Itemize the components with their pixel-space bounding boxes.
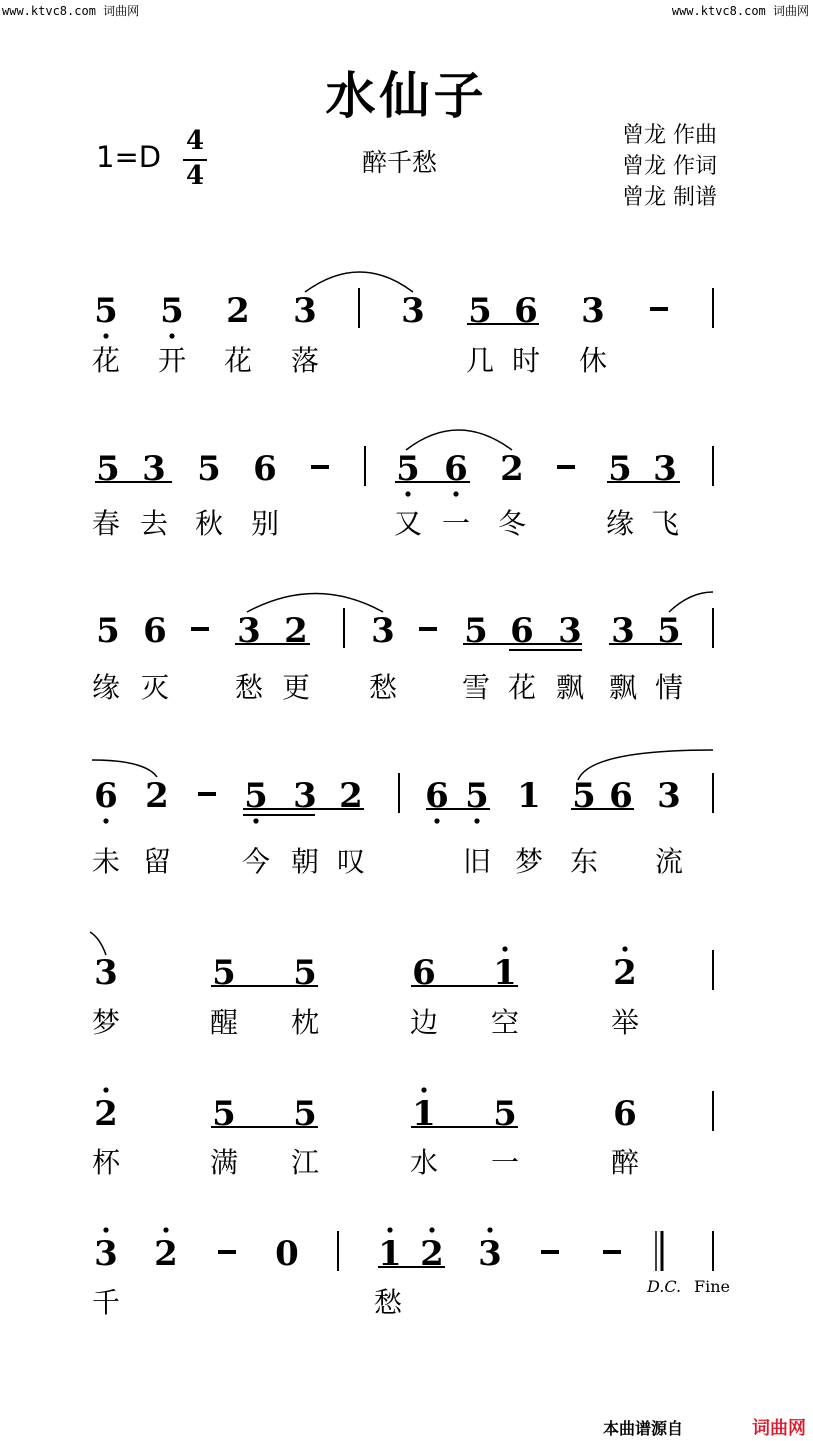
lyric-char: 雪 [461,671,491,704]
note: 3 [142,449,166,489]
note: 5 [160,291,184,331]
key-signature: 1=D [96,140,162,174]
credit-arranger: 曾龙 制谱 [622,185,717,210]
lyric-char: 醒 [209,1006,239,1039]
lyric-char: 朝 [290,845,320,878]
watermark-left: www.ktvc8.com 词曲网 [2,4,140,18]
credit-lyricist: 曾龙 作词 [622,154,717,179]
da-capo-mark: D.C. [647,1277,682,1296]
score-line-7 [92,1227,713,1319]
note: 3 [657,776,681,816]
lyric-char: 杯 [91,1146,121,1179]
lyric-char: 梦 [514,845,544,878]
slur [669,592,713,612]
note: 5 [293,1094,317,1134]
octave-dot-low [474,818,479,823]
lyric-char: 开 [157,344,187,377]
dash-mark [198,792,216,796]
lyric-char: 愁 [373,1286,403,1319]
note: 6 [253,449,277,489]
lyric-char: 缘 [605,507,635,540]
score-line-2 [92,446,713,540]
lyric-char: 情 [654,671,684,704]
note: 3 [401,291,425,331]
octave-dot-low [434,818,439,823]
note: 6 [412,953,436,993]
note: 2 [613,953,637,993]
note: 5 [468,291,492,331]
note: 5 [212,953,236,993]
fine-mark: Fine [694,1277,730,1296]
note: 5 [96,611,120,651]
score-line-3 [92,608,713,704]
lyric-char: 灭 [140,671,170,704]
note: 6 [143,611,167,651]
note: 3 [94,953,118,993]
lyric-char: 去 [139,507,169,540]
lyric-char: 秋 [194,507,224,540]
note: 1 [517,776,541,816]
octave-dot-high [502,946,507,951]
note: 2 [145,776,169,816]
score-line-1 [92,272,713,377]
slur [92,760,157,777]
note: 5 [657,611,681,651]
note: 1 [378,1234,402,1274]
note: 2 [339,776,363,816]
lyric-char: 飞 [650,507,680,540]
lyric-char: 一 [441,507,471,540]
lyric-char: 更 [281,671,311,704]
dash-mark [419,627,437,631]
octave-dot-high [103,1087,108,1092]
lyric-char: 休 [578,344,608,377]
note: 6 [609,776,633,816]
octave-dot-low [253,818,258,823]
note: 5 [396,449,420,489]
lyric-char: 醉 [610,1146,640,1179]
lyric-char: 边 [409,1006,439,1039]
note: 3 [581,291,605,331]
lyric-char: 花 [91,344,121,377]
dash-mark [218,1250,236,1254]
footer-site-logo: 词曲网 [752,1418,806,1439]
score-line-6 [92,1087,713,1179]
note: 5 [608,449,632,489]
note: 5 [96,449,120,489]
lyric-char: 留 [142,845,172,878]
dash-mark [603,1250,621,1254]
lyric-char: 旧 [462,845,492,878]
octave-dot-high [487,1227,492,1232]
note: 3 [611,611,635,651]
note: 3 [94,1234,118,1274]
octave-dot-low [169,333,174,338]
note: 5 [465,776,489,816]
lyric-char: 又 [393,507,423,540]
score-line-4 [92,773,713,878]
octave-dot-low [405,491,410,496]
lyric-char: 愁 [368,671,398,704]
slur [578,750,713,780]
note: 6 [514,291,538,331]
lyric-char: 梦 [91,1006,121,1039]
dash-mark [650,307,668,311]
note: 1 [493,953,517,993]
note: 5 [94,291,118,331]
lyric-char: 冬 [497,507,527,540]
lyric-char: 枕 [290,1006,320,1039]
note: 3 [478,1234,502,1274]
note: 2 [226,291,250,331]
note: 3 [237,611,261,651]
note: 3 [558,611,582,651]
octave-dot-high [429,1227,434,1232]
footer-source-label: 本曲谱源自 [603,1419,684,1438]
dash-mark [557,465,575,469]
note: 6 [510,611,534,651]
lyric-char: 几 [465,344,495,377]
lyric-char: 落 [290,344,320,377]
note: 5 [212,1094,236,1134]
song-title: 水仙子 [325,67,488,125]
lyric-char: 空 [490,1006,520,1039]
lyric-char: 东 [569,845,599,878]
time-signature-denominator: 4 [185,161,205,191]
note: 5 [464,611,488,651]
dash-mark [541,1250,559,1254]
lyric-char: 飘 [608,671,638,704]
note: 5 [244,776,268,816]
note: 3 [653,449,677,489]
note: 6 [425,776,449,816]
slur [90,932,106,955]
time-signature-numerator: 4 [185,126,205,156]
lyric-char: 时 [511,344,541,377]
note: 2 [420,1234,444,1274]
note: 6 [613,1094,637,1134]
lyric-char: 春 [91,507,121,540]
note: 2 [500,449,524,489]
lyric-char: 千 [91,1286,121,1319]
note: 2 [154,1234,178,1274]
dash-mark [191,627,209,631]
note: 6 [94,776,118,816]
octave-dot-low [453,491,458,496]
song-subtitle: 醉千愁 [362,148,438,177]
octave-dot-low [103,818,108,823]
lyric-char: 江 [290,1146,320,1179]
note: 5 [293,953,317,993]
octave-dot-low [103,333,108,338]
note: 0 [275,1234,299,1274]
octave-dot-high [103,1227,108,1232]
lyric-char: 花 [223,344,253,377]
note: 3 [293,291,317,331]
dash-mark [311,465,329,469]
note: 6 [444,449,468,489]
lyric-char: 别 [250,507,280,540]
slur [406,430,512,450]
octave-dot-high [421,1087,426,1092]
lyric-char: 叹 [336,845,366,878]
credit-composer: 曾龙 作曲 [622,123,717,148]
lyric-char: 举 [610,1006,640,1039]
lyric-char: 今 [241,845,271,878]
lyric-char: 一 [490,1146,520,1179]
lyric-char: 花 [507,671,537,704]
note: 3 [293,776,317,816]
watermark-right: www.ktvc8.com 词曲网 [671,4,809,18]
note: 3 [371,611,395,651]
note: 5 [197,449,221,489]
octave-dot-high [163,1227,168,1232]
lyric-char: 流 [654,845,684,878]
note: 5 [493,1094,517,1134]
octave-dot-high [622,946,627,951]
slur [247,594,383,613]
note: 2 [94,1094,118,1134]
lyric-char: 水 [409,1146,439,1179]
lyric-char: 未 [91,845,121,878]
octave-dot-high [387,1227,392,1232]
note: 5 [572,776,596,816]
note: 2 [284,611,308,651]
lyric-char: 满 [209,1146,239,1179]
lyric-char: 飘 [555,671,585,704]
lyric-char: 缘 [91,671,121,704]
note: 1 [412,1094,436,1134]
lyric-char: 愁 [234,671,264,704]
score-line-5 [92,946,713,1039]
